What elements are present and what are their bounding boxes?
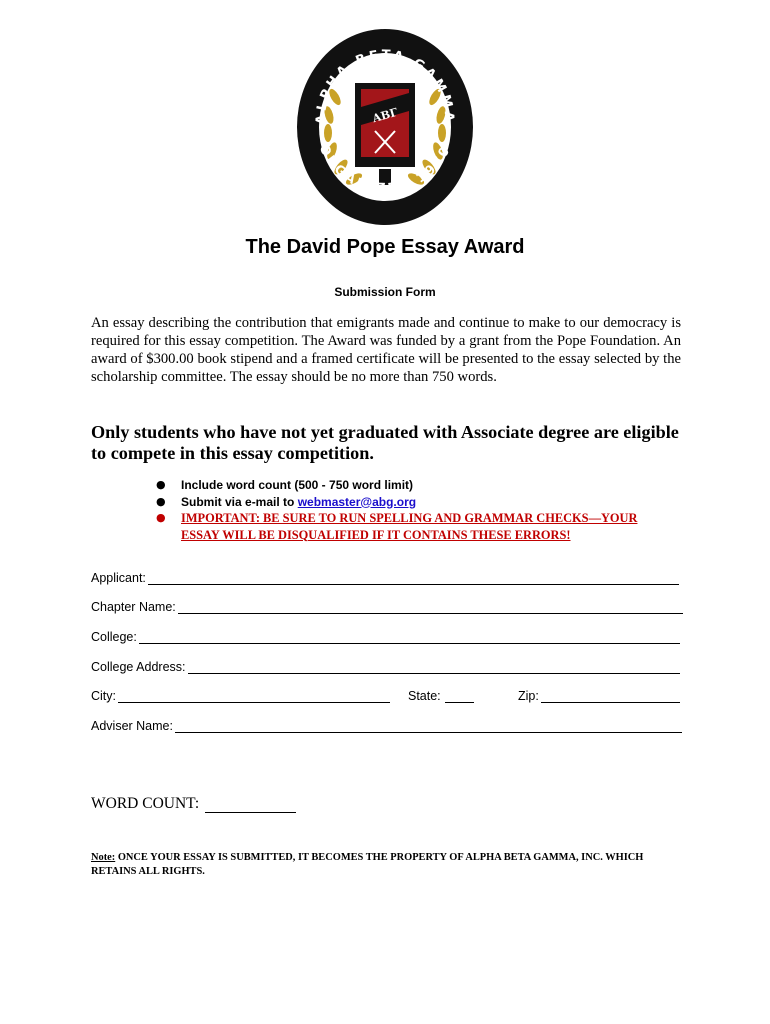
word-count-requirement: Include word count (500 - 750 word limit) [181,478,414,492]
college-address-label: College Address: [91,660,186,674]
submit-instruction: Submit via e-mail to [181,494,298,509]
important-warning: IMPORTANT: BE SURE TO RUN SPELLING AND GRAMMAR CHECKS—YOUR ESSAY WILL BE DISQUALIFIED IF IT CONTAINS THESE ERRORS! [181,511,638,542]
bullet-icon: ● [156,511,166,524]
city-label: City: [91,689,116,703]
city-field [91,687,390,703]
college-field [91,628,680,644]
state-input-line[interactable] [445,690,474,703]
state-field [408,687,474,703]
eligibility-statement: Only students who have not yet graduated with Associate degree are eligible to compete in this essay competition. [91,422,679,463]
note-text: ONCE YOUR ESSAY IS SUBMITTED, IT BECOMES THE PROPERTY OF ALPHA BETA GAMMA, INC. WHICH RETAINS ALL RIGHTS. [91,852,644,877]
applicant-input-line[interactable] [148,572,679,585]
chapter-name-input-line[interactable] [178,601,683,614]
svg-text:ΑΒΓ: ΑΒΓ [371,105,400,126]
bullet-icon: ● [156,494,166,508]
ownership-note [91,851,691,879]
chapter-name-label: Chapter Name: [91,600,176,614]
college-label: College: [91,630,137,644]
requirements-list [135,477,675,543]
chapter-name-field [91,598,683,614]
city-input-line[interactable] [118,690,390,703]
college-address-field [91,658,680,674]
college-input-line[interactable] [139,631,680,644]
zip-label: Zip: [518,689,539,703]
page-subtitle: Submission Form [334,285,436,299]
note-label: Note: [91,852,116,863]
bullet-icon: ● [156,478,166,491]
seal-bottom-text: ORGANIZED 1970 [315,142,455,197]
webmaster-email-link[interactable]: webmaster@abg.org [297,494,417,509]
seal-top-text: ALPHA BETA GAMMA [313,47,457,125]
list-item [135,510,675,543]
college-address-input-line[interactable] [188,661,680,674]
list-item [135,477,675,494]
applicant-field [91,569,679,585]
alpha-beta-gamma-seal [295,27,475,227]
applicant-label: Applicant: [91,571,146,585]
intro-paragraph: An essay describing the contribution that emigrants made and continue to make to our democracy is required for this essay competition. The Award was funded by a grant from the Pope Foundation. An award of $300.00 book stipend and a framed certificate will be presented to the essay selected by the scholarship committee. The essay should be no more than 750 words. [91,315,681,385]
adviser-name-label: Adviser Name: [91,719,173,733]
state-label: State: [408,689,441,703]
word-count-input-line[interactable] [205,798,296,813]
page-title: The David Pope Essay Award [245,236,525,258]
adviser-name-field [91,717,682,733]
word-count-label: WORD COUNT: [91,795,200,812]
adviser-name-input-line[interactable] [175,720,682,733]
word-count-field [91,795,296,813]
list-item [135,494,675,511]
zip-field [518,687,680,703]
zip-input-line[interactable] [541,690,680,703]
